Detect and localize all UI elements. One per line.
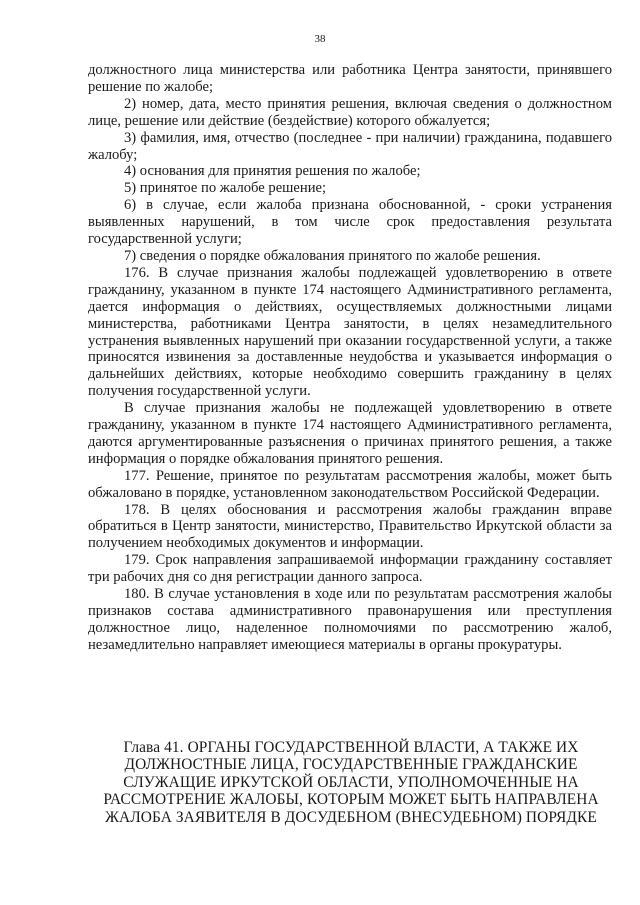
- list-item-7: 7) сведения о порядке обжалования принятого по жалобе решения.: [124, 247, 541, 264]
- chapter-heading: Глава 41. ОРГАНЫ ГОСУДАРСТВЕННОЙ ВЛАСТИ, А ТАКЖЕ ИХ ДОЛЖНОСТНЫЕ ЛИЦА, ГОСУДАРСТВЕННЫЕ ГРАЖДАНСКИЕ СЛУЖАЩИЕ ИРКУТСКОЙ ОБЛАСТИ, УПОЛНОМОЧЕННЫЕ НА РАССМОТРЕНИЕ ЖАЛОБЫ, КОТОРЫМ МОЖЕТ БЫТЬ НАПРАВЛЕНА ЖАЛОБА ЗАЯВИТЕЛЯ В ДОСУДЕБНОМ (ВНЕСУДЕБНОМ) ПОРЯДКЕ: [103, 739, 599, 826]
- list-item-3: 3) фамилия, имя, отчество (последнее - при наличии) гражданина, подавшего жалобу;: [88, 129, 612, 163]
- paragraph-continuation: должностного лица министерства или работника Центра занятости, принявшего решение по жалобе;: [88, 62, 612, 95]
- page-number: 38: [314, 33, 326, 45]
- clause-179: 179. Срок направления запрашиваемой информации гражданину составляет три рабочих дня со дня регистрации данного запроса.: [88, 552, 612, 586]
- list-item-5: 5) принятое по жалобе решение;: [124, 180, 327, 197]
- clause-180: 180. В случае установления в ходе или по результатам рассмотрения жалобы признаков состава административного правонарушения или преступления должностное лицо, наделенное полномочиями по рассмотрению жалоб, незамедлительно направляет имеющиеся материалы в органы прокуратуры.: [88, 586, 612, 653]
- list-item-6: 6) в случае, если жалоба признана обоснованной, - сроки устранения выявленных нарушений, в том числе срок предоставления результата государственной услуги;: [88, 197, 612, 248]
- list-item-2: 2) номер, дата, место принятия решения, включая сведения о должностном лице, решение или действие (бездействие) которого обжалуется;: [88, 95, 612, 129]
- clause-178: 178. В целях обоснования и рассмотрения жалобы гражданин вправе обратиться в Центр занятости, министерство, Правительство Иркутской области за получением необходимых документов и информации.: [88, 501, 612, 552]
- clause-176: 176. В случае признания жалобы подлежащей удовлетворению в ответе гражданину, указанном в пункте 174 настоящего Административного регламента, дается информация о действиях, осуществляемых должностными лицами министерства, работниками Центра занятости, в целях незамедлительного устранения выявленных нарушений при оказании государственной услуги, а также приносятся извинения за доставленные неудобства и указывается информация о дальнейших действиях, которые необходимо совершить гражданину в целях получения государственной услуги.: [88, 264, 612, 400]
- document-body: [88, 62, 612, 654]
- clause-177: 177. Решение, принятое по результатам рассмотрения жалобы, может быть обжаловано в порядке, установленном законодательством Российской Федерации.: [88, 467, 612, 501]
- clause-176-part-2: В случае признания жалобы не подлежащей удовлетворению в ответе гражданину, указанном в пункте 174 настоящего Административного регламента, даются аргументированные разъяснения о причинах принятого решения, а также информация о порядке обжалования принятого решения.: [88, 400, 612, 467]
- list-item-4: 4) основания для принятия решения по жалобе;: [124, 163, 421, 180]
